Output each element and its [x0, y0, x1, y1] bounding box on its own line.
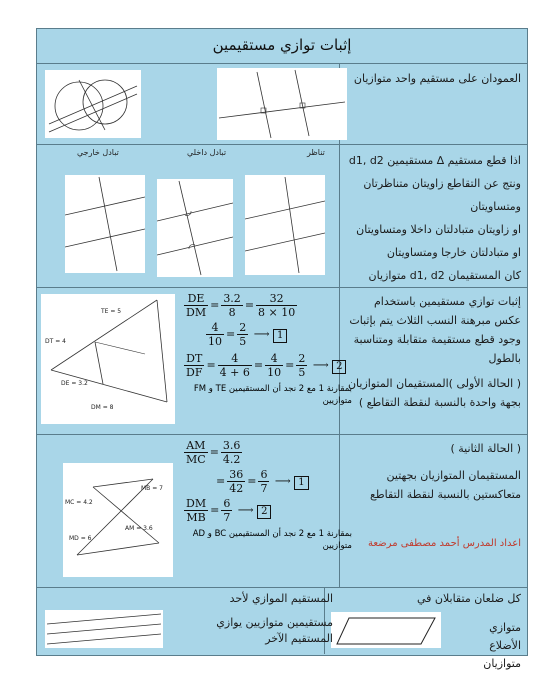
transitive-head: المستقيم الموازي لأحد — [229, 592, 333, 605]
row4-text — [339, 435, 527, 587]
interior-svg — [157, 179, 233, 277]
corresponding-figure — [245, 175, 325, 275]
row-perpendicular — [37, 64, 527, 145]
eq1-den3: 8 × 10 — [258, 306, 296, 319]
row4-eq-2: = $\frac{36}{42}$ = $\frac{6}{7}$ ⟶ 1 — [216, 468, 352, 495]
circles-svg — [45, 70, 141, 138]
r4-eq1-den: MC — [186, 453, 206, 466]
parallelogram-figure — [331, 612, 441, 648]
eq3-num2: 4 — [218, 352, 252, 366]
row-bottom — [37, 588, 527, 670]
r4-eq1-den2: 4.2 — [222, 453, 241, 466]
row3-eq-1: $\frac{DE}{DM}$ = $\frac{3.2}{8}$ = $\frac{32}{8 \times 10}$ — [186, 292, 296, 319]
eq3-num: DT — [184, 352, 204, 366]
parallelogram-svg — [331, 612, 441, 648]
fig2-label-mb: MB = 7 — [141, 485, 163, 492]
r4-eq2-num2: 6 — [260, 468, 268, 481]
eq2-den: 10 — [208, 335, 222, 348]
r4-eq2-den: 42 — [229, 482, 244, 495]
r4-eq3-den: MB — [186, 511, 206, 524]
eq1-num2: 3.2 — [223, 292, 241, 305]
row-transversal — [37, 145, 527, 288]
row3-line-1: إثبات توازي مستقيمين باستخدام عكس مبرهنة النسب الثلاث يتم بإثبات وجود قطع مستقيمة متقابلة ومتناسبة بالطول — [349, 295, 521, 365]
circles-figure — [45, 70, 141, 138]
label-alternate-exterior: تبادل خارجي — [77, 148, 119, 157]
parallelogram-head: كل ضلعان متقابلان في — [416, 592, 521, 605]
row3-line-2: ( الحالة الأولى )المستقيمان المتوازيان بجهة واحدة بالنسبة لنقطة التقاطع ) — [347, 377, 521, 409]
eq3-den2: 4 + 6 — [219, 366, 250, 379]
exterior-svg — [65, 175, 145, 273]
fig1-label-de: DE = 3.2 — [61, 380, 88, 387]
three-lines-figure — [45, 610, 163, 648]
row2-line-1: اذا قطع مستقيم ∆ مستقيمين d1, d2 — [348, 154, 521, 167]
r4-eq3-num2: 6 — [223, 497, 231, 510]
row2-line-2: ونتج عن التقاطع زاويتان متناظرتان ومتساويتان — [363, 177, 521, 213]
tag-1: 1 — [273, 329, 287, 343]
r4-eq1-num2: 3.6 — [222, 439, 241, 452]
eq1-num: DE — [184, 292, 208, 306]
corresponding-svg — [245, 175, 325, 275]
eq2-num2: 2 — [239, 321, 247, 334]
eq3-num4: 2 — [298, 352, 306, 365]
eq2-num: 4 — [206, 321, 224, 335]
fig1-label-dt: DT = 4 — [45, 338, 66, 345]
row2-line-4: او متبادلتان خارجا ومتساويتان — [386, 246, 521, 259]
transitive-cell — [37, 588, 339, 654]
row4-line-1: ( الحالة الثانية ) — [450, 442, 521, 455]
interior-figure — [157, 179, 233, 277]
lesson-sheet — [36, 28, 528, 670]
row3-text — [339, 288, 527, 434]
r4-eq3-num: DM — [186, 497, 207, 510]
row3-eq-3: $\frac{DT}{DF}$ = $\frac{4}{4 + 6}$ = $\frac{4}{10}$ = $\frac{2}{5}$ ⟶ 2 — [182, 352, 352, 379]
eq3-den3: 10 — [267, 366, 282, 379]
three-lines-svg — [45, 610, 163, 648]
fig1-label-dm: DM = 8 — [91, 404, 114, 411]
r4-eq2-den2: 7 — [260, 482, 268, 495]
row1-text — [339, 64, 527, 144]
row2-line-3: او زاويتان متبادلتان داخلا ومتساويتان — [356, 223, 521, 236]
r4-eq1-num: AM — [184, 439, 208, 453]
eq3-den4: 5 — [298, 366, 306, 379]
triangle-figure-two — [63, 463, 173, 577]
row1-statement: العمودان على مستقيم واحد متوازيان — [353, 72, 521, 85]
eq2-den2: 5 — [239, 335, 247, 348]
label-alternate-interior: تبادل داخلي — [187, 148, 227, 157]
tag-2: 2 — [332, 360, 346, 374]
triangle-two-svg — [63, 463, 173, 577]
row-case-two — [37, 435, 527, 588]
eq1-den2: 8 — [228, 306, 236, 319]
r4-eq2-num: 36 — [229, 468, 244, 481]
triangle-figure-one — [41, 294, 175, 424]
exterior-figure — [65, 175, 145, 273]
fig2-label-am: AM = 3.6 — [125, 525, 153, 532]
eq3-num3: 4 — [265, 352, 283, 366]
transitive-body: مستقيمين متوازيين يوازي المستقيم الآخر — [216, 616, 333, 645]
eq1-num3: 32 — [256, 292, 297, 306]
r4-eq3-den2: 7 — [223, 511, 231, 524]
fig2-label-mc: MC = 4.2 — [65, 499, 93, 506]
perpendicular-svg — [217, 68, 347, 140]
r4-tag-1: 1 — [294, 476, 308, 490]
parallelogram-body: متوازي الأضلاع متوازيان — [483, 621, 521, 670]
row-case-one — [37, 288, 527, 435]
row4-line-2: المستقيمان المتوازيان بجهتين متعاكستين بالنسبة لنقطة التقاطع — [370, 469, 521, 501]
author-credit: اعداد المدرس أحمد مصطفى مرضعة — [368, 538, 521, 549]
r4-tag-2: 2 — [257, 505, 271, 519]
parallelogram-cell — [324, 588, 527, 670]
row3-note: بمقارنة 1 مع 2 نجد أن المستقيمين TE و FM متوازيين — [193, 384, 352, 406]
row3-eq-2: $\frac{4}{10}$ = $\frac{2}{5}$ ⟶ 1 — [204, 321, 352, 348]
eq3-den: DF — [186, 366, 203, 379]
fig2-label-md: MD = 6 — [69, 535, 92, 542]
row2-text — [339, 145, 527, 287]
row4-eq-1: $\frac{AM}{MC}$ = $\frac{3.6}{4.2}$ — [186, 439, 241, 466]
fig1-label-te: TE = 5 — [101, 308, 122, 315]
label-corresponding: تناظر — [307, 148, 325, 157]
row4-note: بمقارنة 1 مع 2 نجد أن المستقيمين BC و AD متوازيين — [192, 529, 352, 551]
perpendicular-figure — [217, 68, 347, 140]
row4-equations — [180, 435, 354, 587]
row2-line-5: كان المستقيمان d1, d2 متوازيان — [368, 269, 521, 282]
row4-eq-3: $\frac{DM}{MB}$ = $\frac{6}{7}$ ⟶ 2 — [182, 497, 352, 524]
row3-equations — [180, 288, 354, 434]
page-title: إثبات توازي مستقيمين — [37, 29, 527, 64]
eq1-den: DM — [186, 306, 207, 319]
